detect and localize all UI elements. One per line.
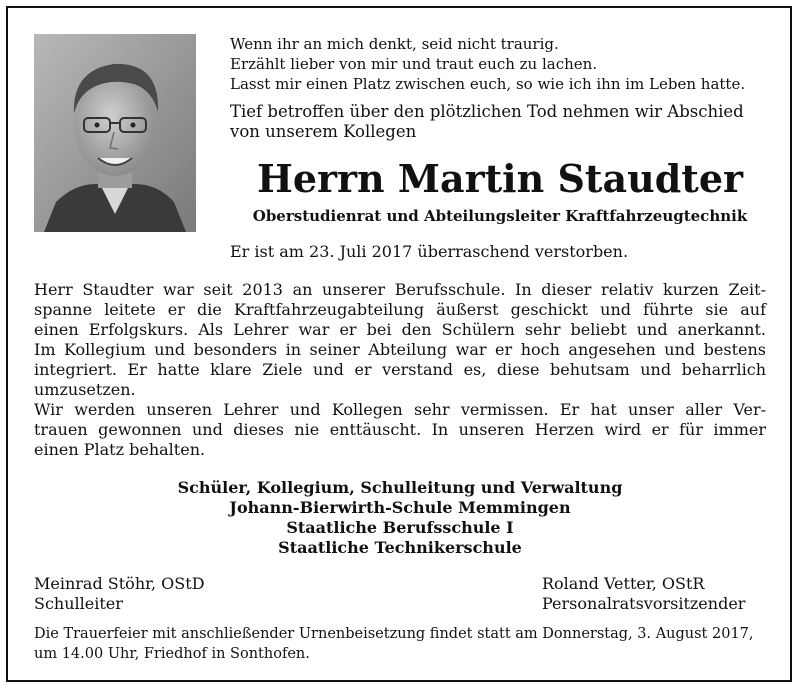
funeral-line: um 14.00 Uhr, Friedhof in Sonthofen. <box>34 646 310 662</box>
tribute-line: Im Kollegium und besonders in seiner Abteilung war er hoch angesehen und bestens <box>34 340 766 359</box>
intro-line: von unserem Kollegen <box>230 122 417 141</box>
signatory-line: Staatliche Berufsschule I <box>286 518 514 537</box>
tribute-line: einen Erfolgskurs. Als Lehrer war er bei den Schülern sehr beliebt und anerkannt. <box>34 320 766 339</box>
funeral-info <box>34 624 754 664</box>
signatory-line: Schüler, Kollegium, Schulleitung und Verwaltung <box>177 478 623 497</box>
deceased-role: Oberstudienrat und Abteilungsleiter Kraftfahrzeugtechnik <box>252 207 748 225</box>
tribute-line: Herr Staudter war seit 2013 an unserer Berufsschule. In dieser relativ kurzen Zeit- <box>34 280 766 299</box>
memorial-poem <box>230 34 745 94</box>
poem-line: Erzählt lieber von mir und traut euch zu lachen. <box>230 55 598 73</box>
tribute-line: umzusetzen. <box>34 380 136 399</box>
tribute-line: spanne leitete er die Kraftfahrzeugabteilung äußerst geschickt und führte sie auf <box>34 300 766 319</box>
right-signer <box>542 574 745 614</box>
signatories <box>34 478 766 558</box>
deceased-name: Herrn Martin Staudter <box>256 156 744 201</box>
left-signer-title: Schulleiter <box>34 594 123 613</box>
portrait-photo <box>34 34 196 232</box>
tribute-text <box>34 280 766 460</box>
left-signer <box>34 574 205 614</box>
signatory-line: Staatliche Technikerschule <box>278 538 522 557</box>
tribute-line: integriert. Er hatte klare Ziele und er verstand es, diese behutsam und beharrlich <box>34 360 766 379</box>
tribute-line: Wir werden unseren Lehrer und Kollegen sehr vermissen. Er hat unser aller Ver- <box>34 400 766 419</box>
intro-text <box>230 102 744 142</box>
signatory-line: Johann-Bierwirth-Schule Memmingen <box>229 498 571 517</box>
left-signer-name: Meinrad Stöhr, OStD <box>34 574 205 593</box>
poem-line: Wenn ihr an mich denkt, seid nicht traurig. <box>230 35 559 53</box>
funeral-line: Die Trauerfeier mit anschließender Urnenbeisetzung findet statt am Donnerstag, 3. August 2017, <box>34 626 754 642</box>
right-signer-name: Roland Vetter, OStR <box>542 574 705 593</box>
tribute-line: trauen gewonnen und dieses nie enttäuscht. In unseren Herzen wird er für immer <box>34 420 766 439</box>
right-signer-title: Personalratsvorsitzender <box>542 594 746 613</box>
poem-line: Lasst mir einen Platz zwischen euch, so wie ich ihn im Leben hatte. <box>230 75 746 93</box>
death-statement: Er ist am 23. Juli 2017 überraschend verstorben. <box>230 242 629 261</box>
tribute-line: einen Platz behalten. <box>34 440 206 459</box>
intro-line: Tief betroffen über den plötzlichen Tod nehmen wir Abschied <box>230 102 744 121</box>
